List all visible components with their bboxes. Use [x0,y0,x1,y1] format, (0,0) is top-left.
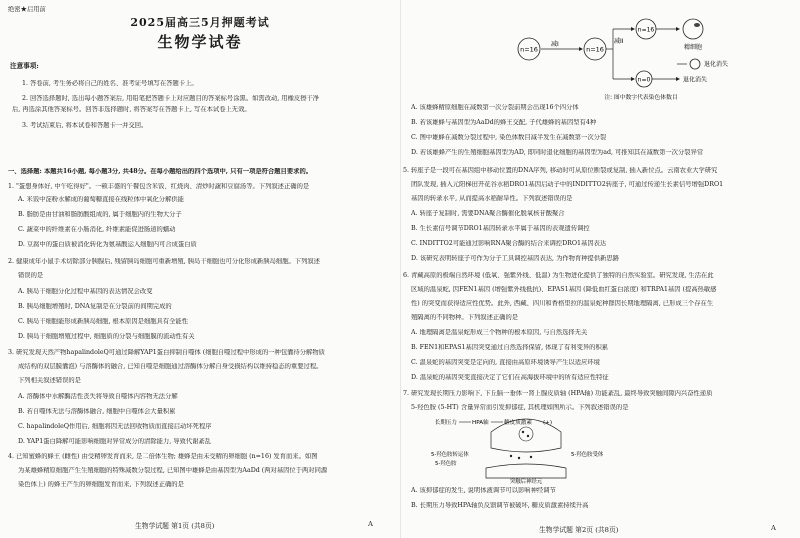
option-text: D. 胰岛干细胞增殖过程中, 细胞质的分裂与细胞膜的流动性有关 [18,333,195,340]
cell-mid-label: n=16 [586,45,604,54]
transporter-label: 5-羟色胺转运体 [431,452,469,458]
degenerate-label-2: 退化消失 [683,76,708,84]
option-text: C. 温泉蛇的基因突变是定向的, 直接由高原环境诱导产生以适应环境 [411,359,600,366]
option-text: D. YAP1蛋白降解可能影响细胞对异常成分的清除能力, 导致代谢紊乱 [18,438,212,445]
question-text: 2. 健康成年小鼠手术切除部分胰腺后, 残留胰岛细胞可重新增殖, 胰岛干细胞也可分化形成新胰岛细胞。下列叙述 [8,258,320,265]
question-text: 下列相关叙述错误的是 [18,377,81,384]
option-text: A. 溶酶体中水解酶活性丧失将导致自噬体内容物无法分解 [18,393,178,400]
option-text: A. 胰岛干细胞分化过程中基因的表达情况会改变 [18,288,153,295]
option-text: C. 胰岛干细胞能形成新胰岛细胞, 根本原因是细胞具有全能性 [18,318,189,325]
figure-note: 注: 图中数字代表染色体数目 [604,95,678,101]
synapse-diagram [431,412,621,484]
section-heading: 一、选择题: 本题共16小题, 每小题3分, 共48分。在每小题给出的四个选项中, 只有一项是符合题目要求的。 [8,168,313,175]
question-text: 性) 的突变而获得适应性优势。此外, 西藏、四川和香格里拉的温泉蛇种群因长期地理隔离, 已形成三个存在生 [411,300,714,307]
question-text: 6. 青藏高原的极端自然环境 (低氧、强紫外线、低温) 为生物进化提供了独特的自然实验室。研究发现, 生活在此 [403,272,714,279]
note-line: 2. 回答选择题时, 选出每小题答案后, 用铅笔把答题卡上对应题目的答案标号涂黑。如需改动, 用橡皮擦干净 [22,95,320,102]
option-text: B. 生长素信号调节DRO1基因转录水平属于基因的表观遗传调控 [411,225,590,232]
glucocorticoid-label: 糖皮质激素 [504,420,532,426]
option-text: A. 该抑郁症的发生, 说明体液调节可以影响神经调节 [411,487,556,494]
option-text: B. FEN1和EPAS1基因突变通过自然选择保留, 体现了有利变异的积累 [411,344,609,351]
option-text: B. 胰岛细胞增殖时, DNA复制是在分裂前的间期完成的 [18,303,172,310]
cell-left-label: n=16 [520,45,538,54]
postsynaptic-label: 突触后神经元 [509,479,543,484]
postsynaptic-membrane [486,464,566,478]
option-text: C. hapalindoleQ作用后, 细胞将因无法回收物质而直接启动坏死程序 [18,423,212,430]
question-text: 1. "蛋想身体好, 中午吃得好"。一顿丰盛的午餐包含米饭、红烧肉、清炒时蔬和豆腐汤等。下列叙述正确的是 [8,183,310,190]
option-text: D. 该研究表明转座子可作为分子工具调控基因表达, 为作物育种提供新思路 [411,255,620,262]
page-footer: 生物学试题 第2页 (共8页) [539,526,619,534]
sperm-label: 精细胞 [683,44,703,51]
exam-page-2 [400,0,800,538]
option-text: A. 地理隔离是温泉蛇形成三个物种的根本原因, 与自然选择无关 [411,329,588,336]
option-text: D. 温泉蛇的基因突变直接决定了它们在高海拔环境中的所有适应性特征 [411,374,609,381]
meiosis-diagram [511,2,771,102]
question-text: 基因的转录水平, 从而提高水稻耐旱性。下列叙述错误的是 [411,195,573,202]
option-text: B. 若自噬体无法与溶酶体融合, 细胞中自噬体会大量积累 [18,408,176,415]
note-line: 后, 再选涂其他答案标号。回答非选择题时, 将答案写在答题卡上, 写在本试卷上无效。 [12,106,251,113]
question-text: 4. 已知蜜蜂的蜂王 (雌性) 由受精卵发育而来, 是二倍体生物; 雄蜂是由未受精的卵细胞 (n=16) 发育而来。如图 [8,453,318,460]
degenerate-label-1: 退化消失 [704,61,729,68]
note-line: 3. 考试结束后, 将本试卷和答题卡一并交回。 [22,122,148,129]
notes-heading: 注意事项: [10,62,39,70]
question-text: 团队发现, 插入元阳梯田开花谷水稻DRO1基因启动子中的INDITTO2转座子, 可通过传递生长素信号增强DRO1 [411,181,724,188]
question-text: 错误的是 [18,272,44,279]
option-text: A. 米饭中淀粉水解成的葡萄糖直接在线粒体中氧化分解供能 [18,196,184,203]
question-text: 为某雄蜂精原细胞产生生殖细胞的特殊减数分裂过程, 已知图中雄蜂是由基因型为AaDd (两对基因位于两对同源 [18,467,328,474]
question-text: 成结构的双层膜囊泡) 与溶酶体的融合, 已知自噬是细胞通过溶酶体分解自身受损结构以维持稳态的重要过程。 [18,363,323,370]
question-text: 殖隔离的不同物种。下列叙述正确的是 [411,314,519,321]
degenerate-cell-small [690,59,700,69]
option-text: D. 豆腐中的蛋白质被消化转化为氨基酸运入细胞内可合成蛋白质 [18,241,197,248]
option-text: A. 转座子复制时, 需要DNA聚合酶催化脱氧核苷酸聚合 [411,210,565,217]
option-text: C. 图中雄蜂在减数分裂过程中, 染色体数目减半发生在减数第一次分裂 [411,134,607,141]
question-text: 5-羟色胺 (5-HT) 含量异常而引发抑郁症, 其机理如图所示。下列叙述错误的是 [411,404,629,411]
receptor-label: 5-羟色胺受体 [571,452,604,458]
exam-title: 2025届高三5月押题考试 [130,16,270,29]
question-text: 3. 研究发现天然产物hapalindoleQ可通过降解YAP1蛋白抑制自噬体 (细胞自噬过程中形成的一种包囊待分解物质 [8,349,325,356]
paper-version-letter: A [771,524,776,532]
division2-label: 减II [614,38,624,45]
hpa-label: HPA轴 [472,420,489,426]
sperm-cell [683,19,703,39]
paper-version-letter: A [368,520,373,528]
option-text: B. 若该雄蜂与基因型为AaDd的蜂王交配, 子代雄蜂的基因型有4种 [411,119,597,126]
division1-label: 减I [551,41,559,48]
plus-sign: (+) [543,420,553,426]
question-text: 5. 转座子是一段可在基因组中移动位置的DNA序列, 移动时可从原位断裂或复制, 插入新位点。云南农业大学研究 [403,167,718,174]
question-text: 区域的温泉蛇, 因FEN1基因 (增强紫外线抵抗)、EPAS1基因 (降低血红蛋白浓度) 和TRPA1基因 (提高热敏感 [411,286,717,293]
option-text: B. 脂肪是由甘油和脂肪酸组成的, 属于细胞内的生物大分子 [18,211,182,218]
note-line: 1. 答卷前, 考生务必将自己的姓名、准考证号填写在答题卡上。 [22,80,198,87]
option-text: B. 长期压力导致HPA轴负反馈调节被破坏, 糖皮质激素持续升高 [411,502,589,509]
secret-mark: 绝密★启用前 [8,6,46,13]
serotonin-label: 5-羟色胺 [435,461,457,467]
question-text: 7. 研究发现长期压力影响下, 下丘脑一垂体一肾上腺皮质轴 (HPA轴) 功能紊乱, 最终导致突触间隙内兴奋性递质 [403,390,713,397]
question-text: 染色体上) 的蜂王产生的卵细胞发育而来, 下列叙述正确的是 [18,481,184,488]
cell-bottom-label: n=0 [637,76,651,84]
page-footer: 生物学试题 第1页 (共8页) [135,522,215,530]
option-text: C. INDITTO2可能通过影响RNA聚合酶的结合来调控DRO1基因表达 [411,240,607,247]
option-text: A. 该雄蜂精原细胞在减数第一次分裂前期会出现16个四分体 [411,104,579,111]
pressure-label: 长期压力 [434,420,457,426]
paper-title: 生物学试卷 [157,33,243,51]
cell-top-label: n=16 [637,26,655,34]
option-text: D. 若该雄蜂产生的生殖细胞基因型为AD, 即同时退化细胞的基因型为ad, 可推知其在减数第一次分裂异常 [411,149,704,156]
option-text: C. 蔬菜中的纤维素在小肠消化, 纤维素能促进肠道的蠕动 [18,226,176,233]
